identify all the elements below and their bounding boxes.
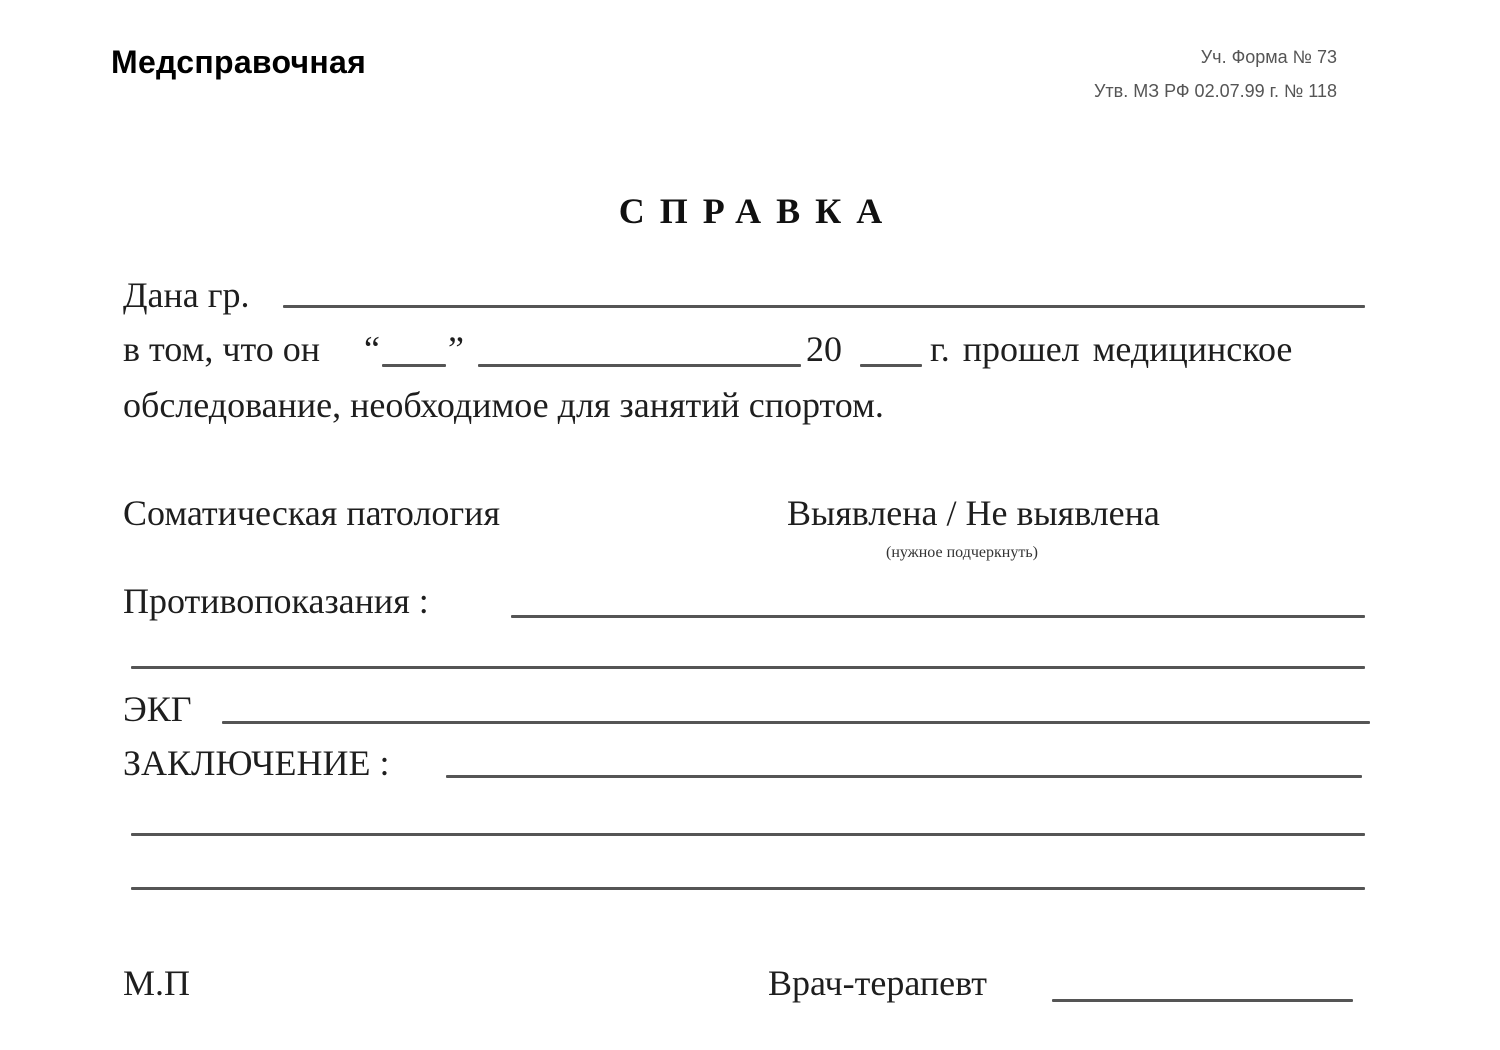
issued-to-field[interactable] <box>283 305 1365 308</box>
somatic-note: (нужное подчеркнуть) <box>886 544 1038 561</box>
conclusion-field-line3[interactable] <box>131 887 1365 890</box>
close-quote: ” <box>448 329 464 369</box>
contraindications-label: Противопоказания : <box>123 581 429 621</box>
brand-title: Медсправочная <box>111 44 367 80</box>
line3-text: обследование, необходимое для занятий спортом. <box>123 385 884 425</box>
form-number: Уч. Форма № 73 <box>1200 47 1337 67</box>
stamp-label: М.П <box>123 963 191 1003</box>
day-field[interactable] <box>382 364 446 367</box>
line2-suffix: г. прошел медицинское <box>930 329 1293 369</box>
issued-to-label: Дана гр. <box>123 275 250 315</box>
year-field[interactable] <box>860 364 922 367</box>
form-meta <box>1094 40 1337 108</box>
contraindications-field[interactable] <box>511 615 1365 618</box>
signature-label: Врач-терапевт <box>768 963 987 1003</box>
document-title: СПРАВКА <box>618 191 898 231</box>
ecg-label: ЭКГ <box>123 689 192 729</box>
signature-field[interactable] <box>1052 999 1353 1002</box>
conclusion-label: ЗАКЛЮЧЕНИЕ : <box>123 743 390 783</box>
open-quote: “ <box>364 329 380 369</box>
line2-prefix: в том, что он <box>123 329 320 369</box>
somatic-label: Соматическая патология <box>123 493 500 533</box>
form-approval: Утв. МЗ РФ 02.07.99 г. № 118 <box>1093 81 1337 101</box>
ecg-field[interactable] <box>222 721 1370 724</box>
somatic-options[interactable]: Выявлена / Не выявлена <box>787 493 1160 533</box>
contraindications-field-extra[interactable] <box>131 666 1365 669</box>
year-prefix: 20 <box>806 329 842 369</box>
conclusion-field[interactable] <box>446 775 1362 778</box>
conclusion-field-line2[interactable] <box>131 833 1365 836</box>
month-field[interactable] <box>478 364 801 367</box>
